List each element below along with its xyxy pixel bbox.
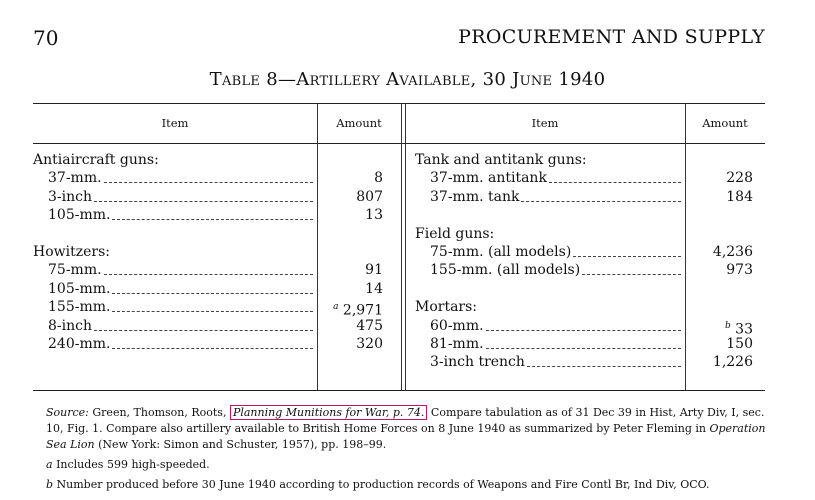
dot-leader [112,293,313,294]
amount-value: 150 [726,336,753,352]
amount-cell [693,169,753,187]
header-item-right: Item [531,116,559,130]
footnote-marker: b [724,320,731,331]
table-notes [46,405,776,493]
amount-cell [693,353,753,371]
table-row [48,335,313,353]
item-label: 81-mm. [430,336,484,352]
footnote-a-mark: a [46,458,53,471]
dot-leader [527,366,681,367]
item-label: 155-mm. (all models) [430,262,581,279]
amount-value: 475 [356,317,383,334]
category-label: Mortars: [415,299,478,316]
footnote-marker: a [333,302,339,313]
page-number: 70 [33,26,59,50]
amount-cell [323,169,383,187]
footnote-b [46,477,776,493]
item-label: 3-inch trench [430,354,525,371]
artillery-table [33,103,765,393]
table-row [48,261,313,279]
category-label: Field guns: [415,225,495,242]
amount-cell [323,335,383,353]
item-label: 37-mm. antitank [430,170,547,187]
source-after: Compare tabulation as of 31 Dec 39 in Hist, Arty Div, I, sec. 10, Fig. 1. Compare also artillery available to British Home Forces on 8 June 1940 as summarized by Peter Fleming in [46,406,765,435]
table-row [48,317,313,335]
amount-cell [693,188,753,206]
item-label: 60-mm. [430,317,484,334]
item-label: 8-inch [48,317,92,334]
category-label: Antiaircraft guns: [33,152,159,168]
amount-value: 807 [356,188,383,205]
item-label: 105-mm. [48,280,111,297]
dot-leader [104,274,313,275]
amount-cell [323,188,383,206]
amount-cell [323,206,383,224]
table-row [430,243,681,261]
amount-value: 184 [726,188,753,205]
dot-leader [486,348,681,349]
table-row [48,169,313,187]
amount-value: 2,971 [342,302,383,319]
item-label: 37-mm. [48,170,102,187]
amount-value: 33 [735,321,753,338]
source-note [46,405,776,453]
source-highlight: Planning Munitions for War, p. 74. [230,405,427,420]
footnote-a [46,457,776,473]
source-before: Green, Thomson, Roots, [92,406,227,419]
dot-leader [486,330,681,331]
category-label: Tank and antitank guns: [415,152,587,168]
amount-value: 320 [356,336,383,352]
table-bottom-rule [33,390,765,391]
item-label: 75-mm. [48,262,102,279]
dot-leader [94,201,313,202]
dot-leader [549,182,681,183]
table-title: Table 8—Artillery Available, 30 June 1940 [209,69,606,90]
amount-value: 1,226 [712,354,753,371]
running-head: PROCUREMENT AND SUPPLY [458,26,765,48]
dot-leader [112,348,313,349]
amount-cell [693,243,753,261]
amount-value: 4,236 [712,244,753,260]
source-label: Source: [46,406,89,419]
amount-cell [693,261,753,279]
center-divider-b [405,103,406,390]
item-label: 105-mm. [48,207,111,224]
table-row [430,335,681,353]
center-divider-a [401,103,402,390]
dot-leader [94,330,313,331]
source-end: (New York: Simon and Schuster, 1957), pp. 198–99. [98,438,387,451]
category-label: Howitzers: [33,244,110,260]
dot-leader [112,311,313,312]
source-book: Operation Sea Lion [46,422,766,451]
table-top-rule [33,103,765,104]
header-amount-left: Amount [336,116,382,130]
dot-leader [582,274,681,275]
table-row [430,188,681,206]
table-row [430,317,681,335]
item-label: 155-mm. [48,299,111,316]
table-row [48,206,313,224]
item-label: 3-inch [48,188,92,205]
amount-cell [323,280,383,298]
amount-value: 228 [726,170,753,187]
amount-cell [323,317,383,335]
dot-leader [521,201,681,202]
amount-value: 91 [365,262,383,279]
dot-leader [104,182,313,183]
table-row [48,298,313,316]
table-row [48,280,313,298]
amount-cell [323,261,383,279]
footnote-b-text: Number produced before 30 June 1940 according to production records of Weapons and Fire Contl Br, Ind Div, OCO. [56,478,710,491]
left-amount-divider [317,103,318,390]
amount-value: 14 [365,280,383,297]
header-amount-right: Amount [702,116,748,130]
table-row [48,188,313,206]
right-amount-divider [685,103,686,390]
header-item-left: Item [161,116,189,130]
amount-cell [693,335,753,353]
item-label: 75-mm. (all models) [430,244,572,260]
footnote-b-mark: b [46,478,54,491]
amount-value: 8 [374,170,383,187]
amount-value: 13 [365,207,383,224]
dot-leader [573,256,681,257]
item-label: 37-mm. tank [430,188,520,205]
dot-leader [112,219,313,220]
table-row [430,169,681,187]
table-row [430,261,681,279]
amount-value: 973 [726,262,753,279]
table-row [430,353,681,371]
table-header-rule [33,143,765,144]
item-label: 240-mm. [48,336,111,352]
footnote-a-text: Includes 599 high-speeded. [56,458,210,471]
